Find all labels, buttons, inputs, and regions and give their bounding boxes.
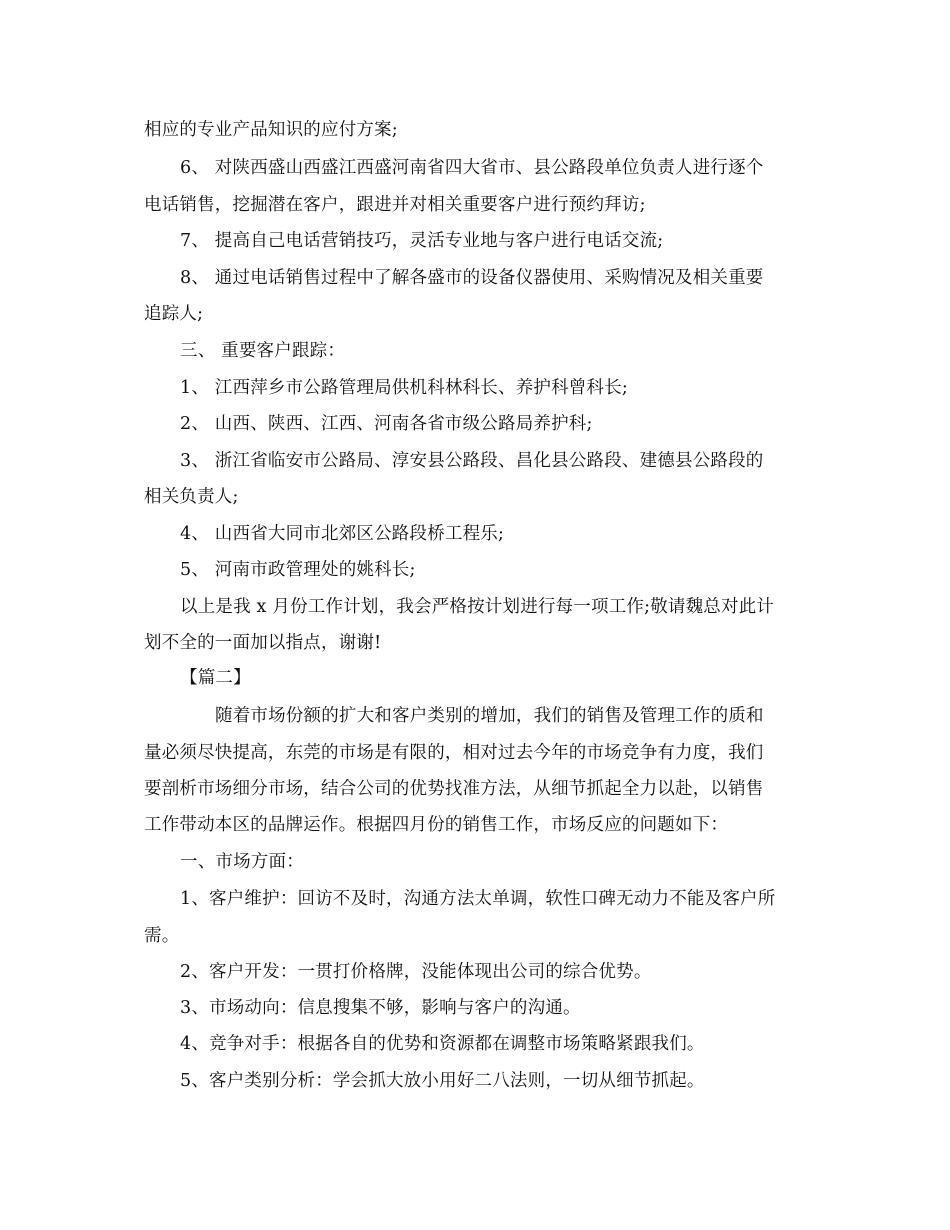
text-line: 5、 河南市政管理处的姚科长; bbox=[180, 560, 416, 580]
section-heading: 一、市场方面： bbox=[180, 852, 304, 872]
text-line: 1、 江西萍乡市公路管理局供机科林科长、养护科曾科长; bbox=[180, 378, 628, 398]
text-line: 要剖析市场细分市场，结合公司的优势找准方法，从细节抓起全力以赴，以销售 bbox=[144, 779, 764, 799]
section-heading: 【篇二】 bbox=[180, 668, 251, 688]
text-line: 3、市场动向：信息搜集不够，影响与客户的沟通。 bbox=[180, 998, 581, 1018]
text-line: 1、客户维护：回访不及时，沟通方法太单调，软性口碑无动力不能及客户所 bbox=[180, 889, 776, 909]
text-line: 工作带动本区的品牌运作。根据四月份的销售工作，市场反应的问题如下： bbox=[144, 815, 729, 835]
section-heading: 三、 重要客户跟踪： bbox=[180, 341, 346, 361]
text-line: 7、 提高自己电话营销技巧，灵活专业地与客户进行电话交流; bbox=[180, 231, 664, 251]
text-line: 3、 浙江省临安市公路局、淳安县公路段、昌化县公路段、建德县公路段的 bbox=[180, 451, 764, 471]
text-line: 4、 山西省大同市北郊区公路段桥工程乐; bbox=[180, 524, 505, 544]
text-line: 5、客户类别分析：学会抓大放小用好二八法则，一切从细节抓起。 bbox=[180, 1071, 705, 1091]
text-line: 以上是我 x 月份工作计划，我会严格按计划进行每一项工作;敬请魏总对此计 bbox=[180, 597, 775, 617]
text-line: 随着市场份额的扩大和客户类别的增加，我们的销售及管理工作的质和 bbox=[215, 706, 764, 726]
text-line: 需。 bbox=[144, 926, 180, 946]
text-line: 划不全的一面加以指点，谢谢! bbox=[144, 633, 382, 653]
text-line: 相应的专业产品知识的应付方案; bbox=[144, 120, 398, 140]
text-line: 4、竞争对手：根据各自的优势和资源都在调整市场策略紧跟我们。 bbox=[180, 1034, 705, 1054]
text-line: 8、 通过电话销售过程中了解各盛市的设备仪器使用、采购情况及相关重要 bbox=[180, 268, 764, 288]
text-line: 相关负责人; bbox=[144, 487, 239, 507]
text-line: 6、 对陕西盛山西盛江西盛河南省四大省市、县公路段单位负责人进行逐个 bbox=[180, 158, 764, 178]
text-line: 电话销售，挖掘潜在客户，跟进并对相关重要客户进行预约拜访; bbox=[144, 195, 646, 215]
text-line: 追踪人; bbox=[144, 304, 204, 324]
text-line: 量必须尽快提高，东莞的市场是有限的，相对过去今年的市场竞争有力度，我们 bbox=[144, 743, 764, 763]
text-line: 2、 山西、陕西、江西、河南各省市级公路局养护科; bbox=[180, 414, 593, 434]
text-line: 2、客户开发：一贯打价格牌，没能体现出公司的综合优势。 bbox=[180, 962, 652, 982]
